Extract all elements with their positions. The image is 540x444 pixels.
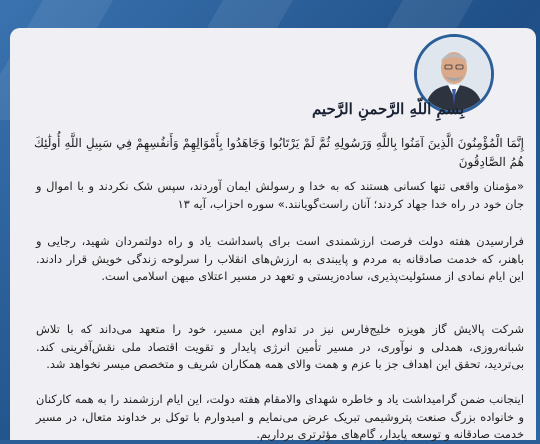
body-paragraph: شرکت پالایش گاز هویزه خلیج‌فارس نیز در تداوم این مسیر، خود را متعهد می‌داند که با تلاش شبانه‌روزی، همدلی و نوآوری، در مسیر تأمین انرژی پایدار و تقویت اقتصاد ملی نقش‌آفرینی کند. بی‌تردید، تحقق این اهداف جز با عزم و همت والای همه همکاران شریف و متخصص میسر نخواهد شد.: [36, 322, 524, 372]
message-card: [10, 28, 536, 440]
verse-translation: «مؤمنان واقعی تنها کسانی هستند که به خدا و رسولش ایمان آوردند، سپس شک نکردند و با اموال و جان خود در راه خدا جهاد کردند؛ آنان راست‌گویانند.» سوره احزاب، آیه ۱۳: [36, 179, 524, 211]
quran-verse: إِنَّمَا الْمُؤْمِنُونَ الَّذِينَ آمَنُوا بِاللَّهِ وَرَسُولِهِ ثُمَّ لَمْ يَرْتَابُوا وَجَاهَدُوا بِأَمْوَالِهِمْ وَأَنفُسِهِمْ فِي سَبِيلِ اللَّهِ أُولَٰئِكَ هُمُ الصَّادِقُونَ: [34, 136, 524, 169]
body-paragraph: فرارسیدن هفته دولت فرصت ارزشمندی است برای پاسداشت یاد و راه دولتمردان شهید، رجایی و باهنر، که خدمت صادقانه به مردم و پایبندی به ارزش‌های انقلاب را سرلوحه زندگی خویش قرار دادند. این ایام نمادی از مسئولیت‌پذیری، ساده‌زیستی و تعهد در مسیر اعتلای میهن اسلامی است.: [36, 234, 524, 284]
body-paragraph: اینجانب ضمن گرامیداشت یاد و خاطره شهدای والامقام هفته دولت، این ایام ارزشمند را به همه کارکنان و خانواده بزرگ صنعت پتروشیمی تبریک عرض می‌نمایم و امیدوارم با توکل بر خداوند متعال، در مسیر خدمت صادقانه و توسعه پایدار، گام‌های مؤثرتری برداریم.: [36, 392, 524, 442]
bismillah-heading: بِسمِ اللّهِ الرَّحمنِ الرَّحيم: [311, 100, 465, 118]
